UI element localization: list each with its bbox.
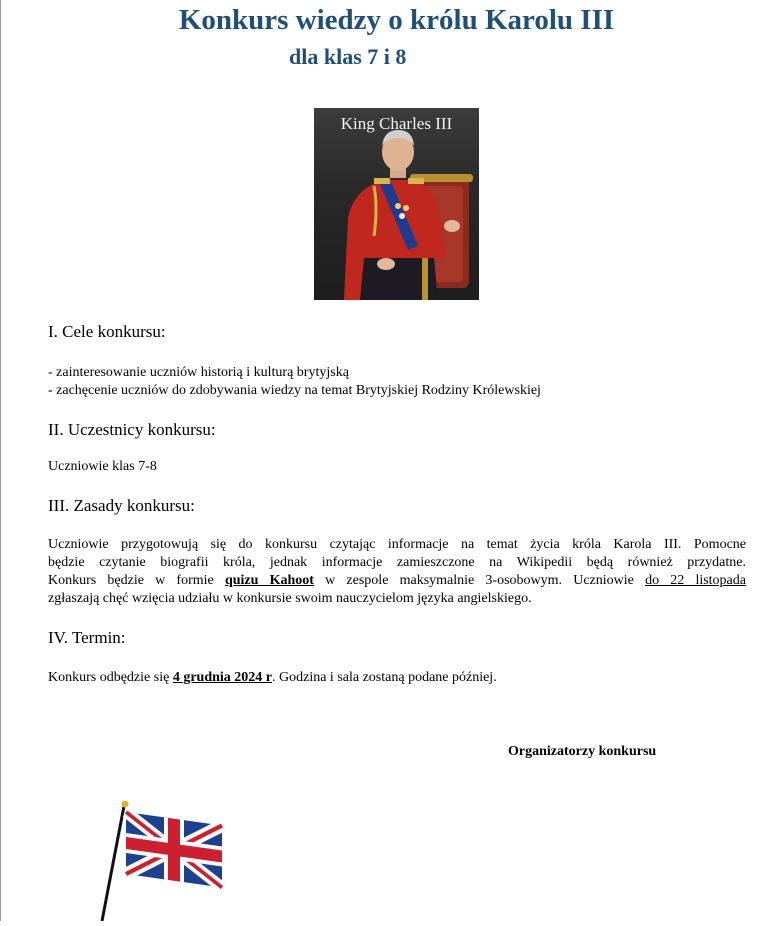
participants-text: Uczniowie klas 7-8: [48, 459, 157, 474]
rules-line: zgłaszają chęć wzięcia udziału w konkursie swoim nauczycielom języka angielskiego.: [48, 591, 532, 606]
uk-flag-image: [98, 798, 228, 926]
goals-list: [48, 364, 541, 400]
rules-line: Uczniowie przygotowują się do konkursu czytając informacje na temat życia króla Karola III. Pomocne: [48, 537, 746, 552]
deadline-highlight: do 22 listopada: [645, 573, 746, 588]
epaulette-shape: [374, 178, 390, 184]
epaulette-right-shape: [408, 178, 424, 184]
portrait-caption: King Charles III: [340, 114, 453, 133]
section-rules-heading: III. Zasady konkursu:: [48, 496, 195, 515]
hand-shape: [377, 258, 395, 270]
king-portrait-illustration: [314, 108, 479, 300]
goals-item: - zainteresowanie uczniów historią i kulturą brytyjską: [48, 365, 349, 380]
king-portrait-image: [314, 108, 479, 300]
hand-shape: [444, 220, 460, 232]
union-jack-icon: [98, 798, 228, 921]
organizers-signature: Organizatorzy konkursu: [508, 744, 657, 759]
rules-text: w zespole maksymalnie 3-osobowym. Uczniowie: [313, 573, 646, 588]
rules-line: będzie czytanie biografii króla, jednak informacje zamieszczone na Wikipedii będą również przydatne.: [48, 555, 746, 570]
goals-item: - zachęcenie uczniów do zdobywania wiedzy na temat Brytyjskiej Rodziny Królewskiej: [48, 383, 541, 398]
date-text: [48, 669, 497, 687]
flag-pole-shape: [102, 806, 124, 921]
rules-paragraph: [48, 536, 746, 608]
page-title: Konkurs wiedzy o królu Karolu III: [178, 4, 615, 36]
section-participants-heading: II. Uczestnicy konkursu:: [48, 420, 216, 439]
date-text-part: Konkurs odbędzie się: [48, 670, 173, 685]
rules-line: [48, 572, 746, 590]
contest-date-highlight: 4 grudnia 2024 r: [172, 670, 272, 685]
page-left-border: [0, 0, 1, 921]
section-goals-heading: I. Cele konkursu:: [48, 322, 166, 341]
date-text-part: . Godzina i sala zostaną podane później.: [272, 670, 497, 685]
page-subtitle: dla klas 7 i 8: [289, 44, 407, 69]
medal-shape: [403, 205, 409, 211]
sword-shape: [422, 258, 428, 300]
medal-shape: [399, 213, 405, 219]
rules-text: Konkurs będzie w formie: [48, 573, 225, 588]
quiz-kahoot-highlight: quizu Kahoot: [224, 573, 314, 588]
flag-pole-finial-shape: [122, 801, 129, 808]
medal-shape: [395, 203, 401, 209]
section-date-heading: IV. Termin:: [48, 628, 126, 647]
